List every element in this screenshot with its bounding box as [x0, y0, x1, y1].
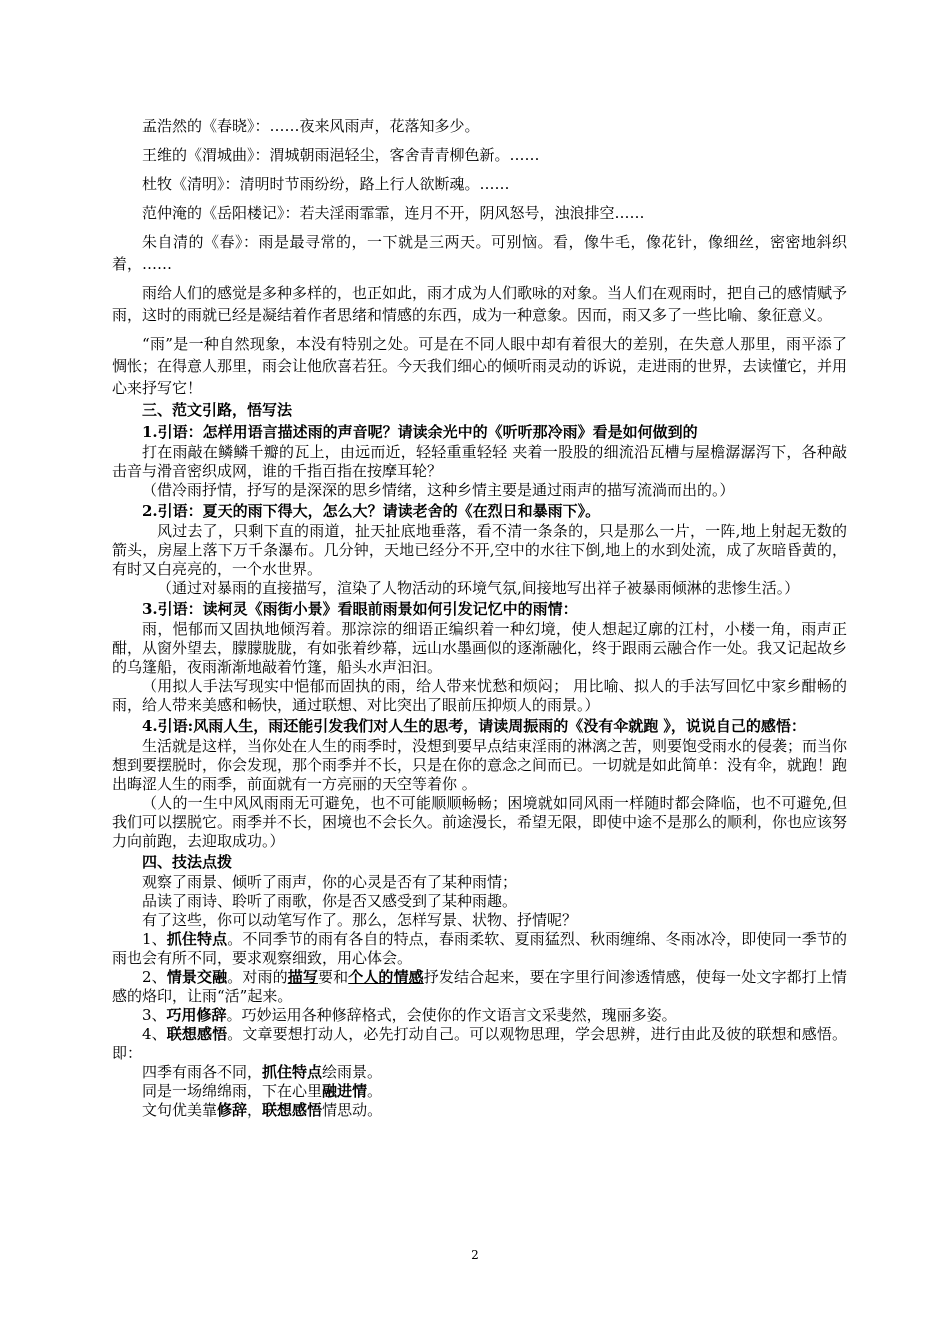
- tip-paragraph: [112, 1025, 847, 1063]
- tip-number: 2、: [142, 968, 167, 986]
- excerpt-note: （人的一生中风风雨雨无可避免，也不可能顺顺畅畅；困境就如同风雨一样随时都会降临，也不可避免,但我们可以摆脱它。雨季并不长，困境也不会长久。前途漫长，希望无限，即使中途不是那么的顺利，你也应该努力向前跑，去迎取成功。）: [112, 794, 848, 850]
- excerpt-lead: 3.引语：读柯灵《雨街小景》看眼前雨景如何引发记忆中的雨情：: [142, 600, 578, 618]
- summary-verse: [112, 1082, 847, 1101]
- verse-keyword: 抓住特点: [262, 1063, 323, 1081]
- verse-keyword: 修辞: [217, 1101, 248, 1119]
- verse-text: 情思动。: [322, 1101, 383, 1119]
- excerpt-note: （借冷雨抒情，抒写的是深深的思乡情绪，这种乡情主要是通过雨声的描写流淌而出的。）: [142, 481, 735, 499]
- excerpt-lead: 1.引语：怎样用语言描述雨的声音呢？请读余光中的《听听那冷雨》看是如何做到的: [142, 423, 698, 441]
- section-heading: 四、技法点拨: [142, 853, 233, 871]
- excerpt-note: （用拟人手法写现实中悒郁而固执的雨，给人带来忧愁和烦闷； 用比喻、拟人的手法写回忆中家乡酣畅的雨，给人带来美感和畅快，通过联想、对比突出了眼前压抑烦人的雨景。）: [112, 677, 847, 714]
- verse-text: 绘雨景。: [322, 1063, 383, 1081]
- verse-keyword: 融进情: [322, 1082, 368, 1100]
- tip-number: 4、: [142, 1025, 167, 1043]
- tip-keyword: 个人的情感: [348, 968, 424, 986]
- excerpt-lead: 4.引语:风雨人生，雨还能引发我们对人生的思考，请读周振雨的《没有伞就跑 》，说说自己的感悟：: [142, 717, 806, 735]
- excerpt-quote: 雨，悒郁而又固执地倾泻着。那淙淙的细语正编织着一种幻境，使人想起辽廓的江村，小楼一角，雨声正酣，从窗外望去，朦朦胧胧，有如张着纱幕，远山水墨画似的逐渐融化，终于跟雨云融合作一处。我又记起故乡的乌篷船，夜雨渐渐地敲着竹篷，船头水声汩汩。: [112, 620, 848, 676]
- tip-title: 抓住特点: [166, 930, 228, 948]
- tip-text: 抒发结合起来，要在字里行间渗透情感，使每一处文字都打上情感的烙印，让雨“活”起来。: [112, 968, 847, 1005]
- summary-verse: [112, 1063, 847, 1082]
- tip-text: 要和: [317, 968, 349, 986]
- excerpt-quote: 打在雨敲在鳞鳞千瓣的瓦上，由远而近，轻轻重重轻轻 夹着一股股的细流沿瓦槽与屋檐潺潺泻下，各种敲击音与滑音密织成网，谁的千指百指在按摩耳轮？: [112, 443, 847, 480]
- tip-title: 巧用修辞: [166, 1006, 227, 1024]
- poem-line: 朱自清的《春》：雨是最寻常的，一下就是三两天。可别恼。看，像牛毛，像花针，像细丝，密密地斜织着，……: [112, 233, 847, 273]
- tip-number: 1、: [142, 930, 167, 948]
- verse-text: 四季有雨各不同，: [142, 1063, 263, 1081]
- intro-paragraph: 雨给人们的感觉是多种多样的，也正如此，雨才成为人们歌咏的对象。当人们在观雨时，把自己的感情赋予雨，这时的雨就已经是凝结着作者思绪和情感的东西，成为一种意象。因而，雨又多了一些比喻、象征意义。: [112, 284, 848, 324]
- technique-line: 观察了雨景、倾听了雨声，你的心灵是否有了某种雨情；: [142, 873, 518, 891]
- excerpt-lead: 2.引语：夏天的雨下得大，怎么大？请读老舍的《在烈日和暴雨下》。: [142, 502, 601, 520]
- verse-text: 同是一场绵绵雨，下在心里: [142, 1082, 323, 1100]
- tip-text: 。文章要想打动人，必先打动自己。可以观物思理，学会思辨，进行由此及彼的联想和感悟。即：: [112, 1025, 847, 1062]
- verse-text: 。: [367, 1082, 383, 1100]
- excerpt-note: （通过对暴雨的直接描写，渲染了人物活动的环境气氛,间接地写出祥子被暴雨倾淋的悲惨生活。）: [157, 579, 800, 597]
- excerpt-quote: 风过去了，只剩下直的雨道，扯天扯底地垂落，看不清一条条的，只是那么一片，一阵,地上射起无数的箭头，房屋上落下万千条瀑布。几分钟，天地已经分不开,空中的水往下倒,地上的水到处流，成了灰暗昏黄的，有时又白亮亮的，一个水世界。: [112, 522, 847, 578]
- page-content: [112, 108, 847, 1120]
- intro-paragraph: “雨”是一种自然现象，本没有特别之处。可是在不同人眼中却有着很大的差别，在失意人那里，雨平添了惆怅；在得意人那里，雨会让他欣喜若狂。今天我们细心的倾听雨灵动的诉说，走进雨的世界，去读懂它，并用心来抒写它！: [112, 335, 848, 397]
- tip-text: 。不同季节的雨有各自的特点，春雨柔软、夏雨猛烈、秋雨缠绵、冬雨冰冷，即使同一季节的雨也会有所不同，要求观察细致，用心体会。: [112, 930, 847, 967]
- tip-paragraph: [112, 1006, 847, 1025]
- page-number: 2: [471, 1248, 479, 1262]
- tip-paragraph: [112, 968, 847, 1006]
- excerpt-quote: 生活就是这样，当你处在人生的雨季时，没想到要早点结束淫雨的淋漓之苦，则要饱受雨水的侵袭；而当你想到要摆脱时，你会发现，那个雨季并不长，只是在你的意念之间而已。一切就是如此简单：没有伞，就跑！跑出晦涩人生的雨季，前面就有一方亮丽的天空等着你 。: [112, 737, 848, 793]
- poem-line: 杜牧《清明》：清明时节雨纷纷，路上行人欲断魂。……: [142, 175, 510, 193]
- tip-title: 联想感悟: [166, 1025, 228, 1043]
- tip-title: 情景交融: [166, 968, 228, 986]
- tip-text: 。对雨的: [227, 968, 288, 986]
- tip-number: 3、: [142, 1006, 167, 1024]
- verse-text: ，: [247, 1101, 263, 1119]
- poem-line: 孟浩然的《春晓》：……夜来风雨声，花落知多少。: [142, 117, 480, 135]
- verse-keyword: 联想感悟: [262, 1101, 323, 1119]
- poem-line: 范仲淹的《岳阳楼记》：若夫淫雨霏霏，连月不开，阴风怒号，浊浪排空……: [142, 204, 645, 222]
- section-heading: 三、范文引路，悟写法: [142, 401, 293, 419]
- poem-line: 王维的《渭城曲》：渭城朝雨浥轻尘，客舍青青柳色新。……: [142, 146, 540, 164]
- tip-text: 。巧妙运用各种修辞格式，会使你的作文语言文采斐然，瑰丽多姿。: [226, 1006, 677, 1024]
- summary-verse: [112, 1101, 847, 1120]
- tip-keyword: 描写: [287, 968, 318, 986]
- tip-paragraph: [112, 930, 847, 968]
- verse-text: 文句优美靠: [142, 1101, 218, 1119]
- technique-line: 品读了雨诗、聆听了雨歌，你是否又感受到了某种雨趣。: [142, 892, 518, 910]
- technique-line: 有了这些，你可以动笔写作了。那么，怎样写景、状物、抒情呢？: [142, 911, 578, 929]
